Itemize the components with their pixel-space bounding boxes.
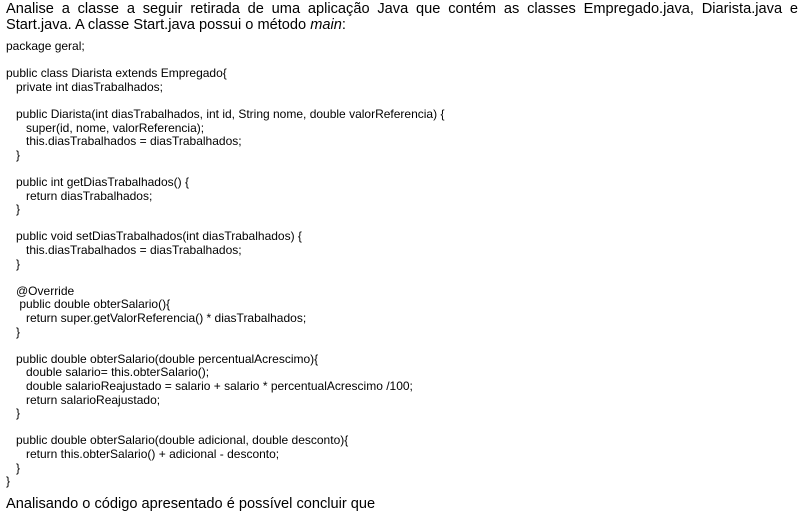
code-line: public double obterSalario(double adicional, double desconto){	[6, 433, 349, 448]
code-line: @Override	[6, 283, 75, 298]
code-line: public class Diarista extends Empregado{	[6, 66, 227, 81]
code-line: public Diarista(int diasTrabalhados, int id, String nome, double valorReferencia) {	[6, 107, 445, 121]
code-line: public int getDiasTrabalhados() {	[6, 175, 189, 189]
code-line: public void setDiasTrabalhados(int diasTrabalhados) {	[6, 229, 302, 244]
code-line: public double obterSalario(){	[6, 297, 171, 312]
question-intro	[6, 1, 798, 33]
code-line: }	[6, 460, 21, 475]
code-line: }	[6, 474, 11, 489]
code-line: return diasTrabalhados;	[6, 188, 153, 203]
code-line: }	[6, 406, 21, 421]
code-line: private int diasTrabalhados;	[6, 79, 163, 94]
code-line: this.diasTrabalhados = diasTrabalhados;	[6, 134, 242, 149]
code-line: return salarioReajustado;	[6, 392, 161, 407]
code-line: return this.obterSalario() + adicional - desconto;	[6, 447, 280, 461]
code-line: }	[6, 147, 21, 162]
intro-text: Analise a classe a seguir retirada de uma aplicação Java que contém as classes Empregado.java, Diarista.java e Start.java. A classe Start.java possui o método	[6, 1, 798, 33]
code-line: super(id, nome, valorReferencia);	[6, 120, 205, 135]
code-line: }	[6, 324, 21, 339]
code-line: }	[6, 256, 21, 271]
code-line: double salario= this.obterSalario();	[6, 365, 210, 380]
code-line: double salarioReajustado = salario + salario * percentualAcrescimo /100;	[6, 379, 413, 393]
code-line: return super.getValorReferencia() * diasTrabalhados;	[6, 311, 307, 325]
conclusion-prompt: Analisando o código apresentado é possível concluir que	[6, 496, 376, 512]
intro-main-word: main	[310, 17, 342, 33]
intro-colon: :	[341, 17, 346, 33]
code-line: public double obterSalario(double percentualAcrescimo){	[6, 351, 319, 366]
code-line: package geral;	[6, 39, 85, 53]
code-line: }	[6, 202, 21, 217]
code-line: this.diasTrabalhados = diasTrabalhados;	[6, 243, 242, 257]
